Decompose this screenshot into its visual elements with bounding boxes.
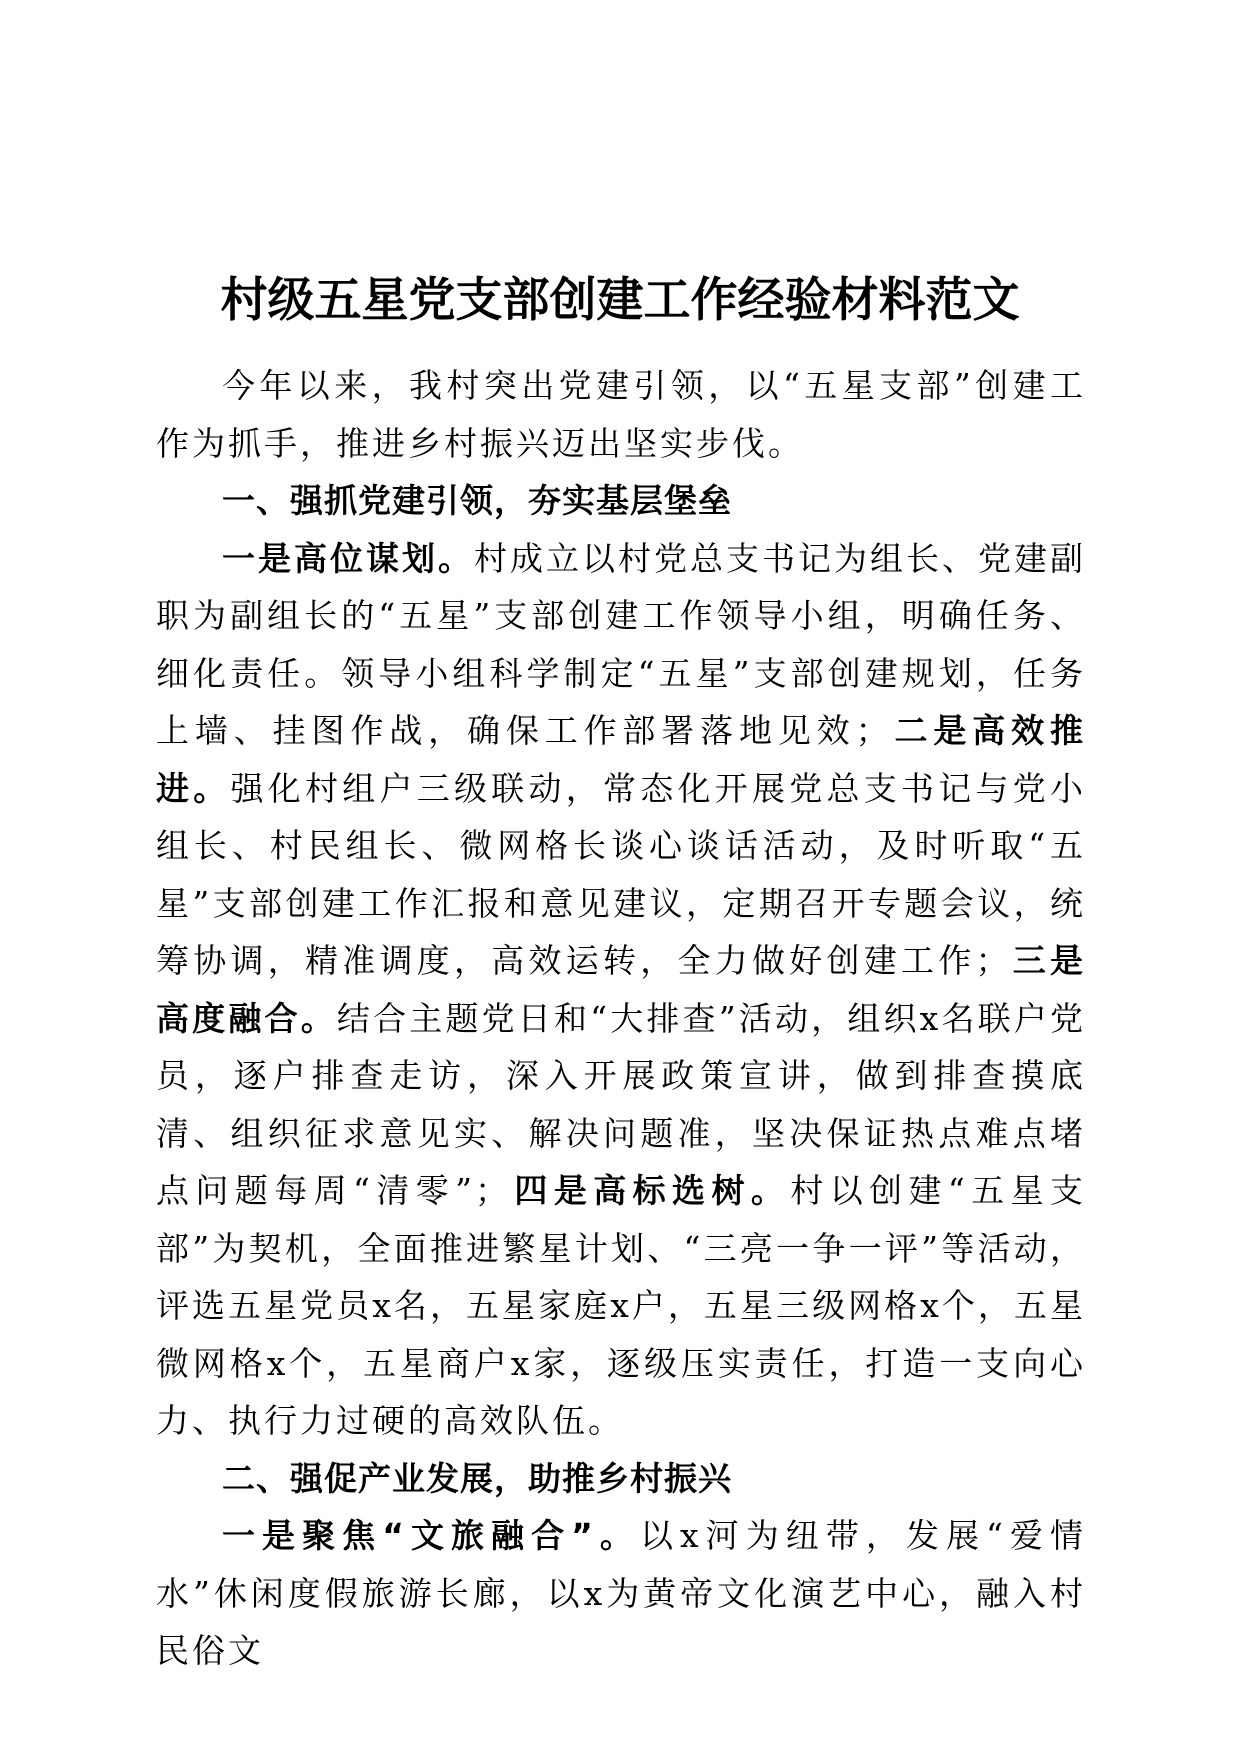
section-2-point-1-text: 以x河为纽带，发展“爱情水”休闲度假旅游长廊，以x为黄帝文化演艺中心，融入村民俗文 bbox=[156, 1516, 1086, 1670]
point-2-lead: 二是高效推进。 bbox=[156, 711, 1087, 808]
point-3-lead: 三是高度融合。 bbox=[156, 941, 1086, 1038]
point-4-lead: 四是高标选树。 bbox=[511, 1171, 791, 1210]
section-2-heading: 二、强促产业发展，助推乡村振兴 bbox=[222, 1458, 732, 1498]
section-2-paragraph bbox=[156, 1507, 1086, 1680]
document-body bbox=[156, 357, 1086, 1680]
point-2-text: 强化村组户三级联动，常态化开展党总支书记与党小组长、村民组长、微网格长谈心谈话活动，及时听取“五星”支部创建工作汇报和意见建议，定期召开专题会议，统筹协调，精准调度，高效运转，全力做好创建工作； bbox=[156, 768, 1086, 980]
point-1-text: 村成立以村党总支书记为组长、党建副职为副组长的“五星”支部创建工作领导小组，明确任务、细化责任。领导小组科学制定“五星”支部创建规划，任务上墙、挂图作战，确保工作部署落地见效； bbox=[156, 538, 1086, 750]
section-1-paragraph bbox=[156, 530, 1086, 1450]
section-1-heading: 一、强抓党建引领，夯实基层堡垒 bbox=[222, 481, 732, 520]
intro-paragraph: 今年以来，我村突出党建引领，以“五星支部”创建工作为抓手，推进乡村振兴迈出坚实步伐。 bbox=[156, 366, 1086, 463]
point-3-text: 结合主题党日和“大排查”活动，组织x名联户党员，逐户排查走访，深入开展政策宣讲，做到排查摸底清、组织征求意见实、解决问题准，坚决保证热点难点堵点问题每周“清零”； bbox=[156, 998, 1087, 1210]
point-4-text: 村以创建“五星支部”为契机，全面推进繁星计划、“三亮一争一评”等活动，评选五星党员x名，五星家庭x户，五星三级网格x个，五星微网格x个，五星商户x家，逐级压实责任，打造一支向心力、执行力过硬的高效队伍。 bbox=[156, 1171, 1087, 1440]
point-1-lead: 一是高位谋划。 bbox=[222, 538, 474, 578]
document-title: 村级五星党支部创建工作经验材料范文 bbox=[220, 273, 1020, 328]
section-2-point-1-lead: 一是聚焦“文旅融合”。 bbox=[222, 1516, 640, 1555]
